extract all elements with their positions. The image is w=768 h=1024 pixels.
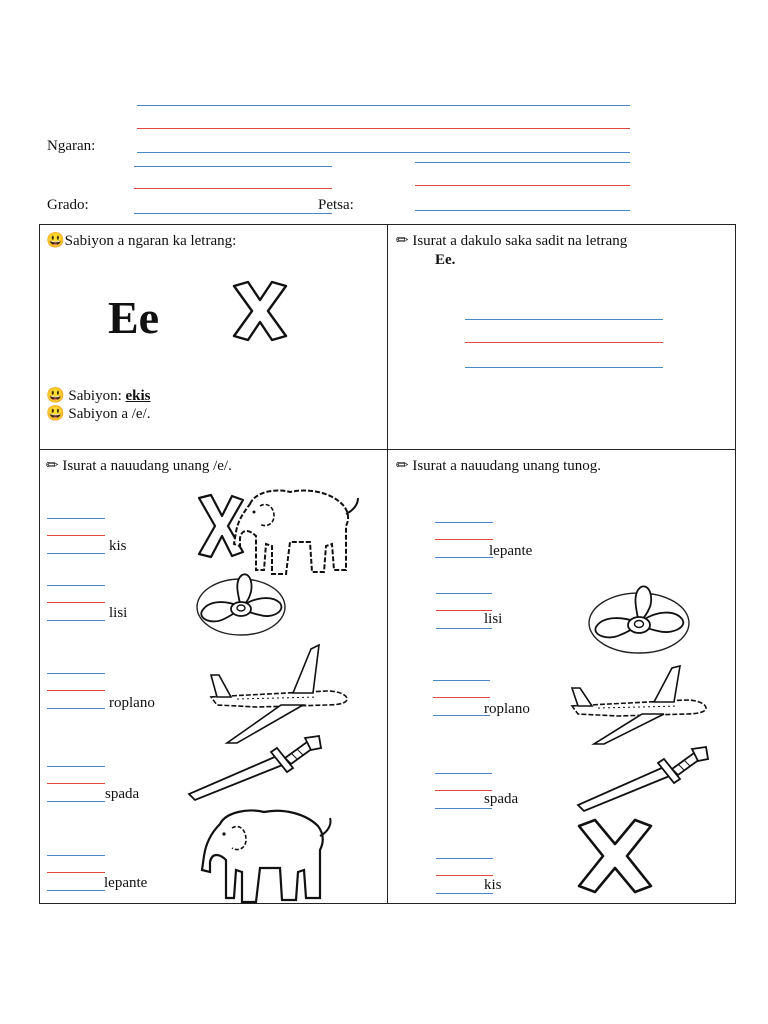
box4-row3-guide-mid bbox=[433, 697, 490, 698]
box3-row2-guide-top bbox=[47, 585, 105, 586]
box4-row5-guide-base[interactable] bbox=[436, 893, 493, 894]
box3-row1-guide-top bbox=[47, 518, 105, 519]
say-word-line bbox=[46, 389, 151, 404]
box3-word-2: lisi bbox=[109, 605, 128, 621]
grade-guide-mid bbox=[134, 188, 332, 189]
box4-row4-guide-base[interactable] bbox=[435, 808, 492, 809]
box3-row5-guide-mid bbox=[47, 872, 105, 873]
date-guide-base[interactable] bbox=[415, 210, 630, 211]
box2-guide-base[interactable] bbox=[465, 367, 663, 368]
box2-guide-mid bbox=[465, 342, 663, 343]
box3-word-4: spada bbox=[105, 786, 140, 802]
box3-row4-guide-base[interactable] bbox=[47, 801, 105, 802]
date-guide-mid bbox=[415, 185, 630, 186]
x-icon bbox=[230, 280, 290, 342]
grade-label: Grado: bbox=[47, 197, 89, 213]
box4-row1-guide-mid bbox=[435, 539, 493, 540]
date-label: Petsa: bbox=[318, 197, 354, 213]
box4-row2-guide-top bbox=[436, 593, 492, 594]
box4-word-4: spada bbox=[484, 791, 519, 807]
grid-vertical-divider bbox=[387, 224, 388, 904]
grade-guide-top bbox=[134, 166, 332, 167]
box3-row3-guide-mid bbox=[47, 690, 105, 691]
box3-row1-guide-base[interactable] bbox=[47, 553, 105, 554]
box3-row1-guide-mid bbox=[47, 535, 105, 536]
propeller-icon bbox=[194, 573, 288, 639]
box3-instruction: ✏ Isurat a nauudang unang /e/. bbox=[46, 458, 232, 474]
box4-row5-guide-top bbox=[436, 858, 493, 859]
name-label: Ngaran: bbox=[47, 138, 96, 154]
box2-guide-top bbox=[465, 319, 663, 320]
box3-row4-guide-top bbox=[47, 766, 105, 767]
box2-instruction: ✏ Isurat a dakulo saka sadit na letrang bbox=[396, 233, 628, 249]
sword-icon bbox=[189, 734, 323, 806]
airplane-icon bbox=[568, 664, 708, 746]
elephant-icon bbox=[230, 484, 360, 580]
box4-instruction: ✏ Isurat a nauudang unang tunog. bbox=[396, 458, 602, 474]
grid-horizontal-divider bbox=[39, 449, 736, 450]
box2-letter: Ee. bbox=[435, 252, 456, 268]
box4-word-3: roplano bbox=[484, 701, 530, 717]
box4-row1-guide-base[interactable] bbox=[435, 557, 493, 558]
box4-word-2: lisi bbox=[484, 611, 503, 627]
box3-word-5: lepante bbox=[104, 875, 148, 891]
name-guide-base[interactable] bbox=[137, 152, 630, 153]
say-word: ekis bbox=[125, 388, 151, 404]
box4-word-5: kis bbox=[484, 877, 502, 893]
box3-word-3: roplano bbox=[109, 695, 155, 711]
name-guide-top bbox=[137, 105, 630, 106]
box4-row5-guide-mid bbox=[436, 875, 493, 876]
sword-icon bbox=[578, 745, 710, 817]
box3-word-1: kis bbox=[109, 538, 127, 554]
box4-row4-guide-top bbox=[435, 773, 492, 774]
box3-row3-guide-base[interactable] bbox=[47, 708, 105, 709]
airplane-icon bbox=[207, 641, 349, 747]
say-sound-line: 😃 Sabiyon a /e/. bbox=[46, 406, 151, 422]
x-icon bbox=[575, 818, 655, 894]
say-word-prefix: 😃 Sabiyon: bbox=[46, 388, 126, 404]
box4-row2-guide-base[interactable] bbox=[436, 628, 492, 629]
box3-row5-guide-base[interactable] bbox=[47, 890, 105, 891]
big-letter-ee: Ee bbox=[108, 292, 160, 343]
box1-instruction: 😃Sabiyon a ngaran ka letrang: bbox=[46, 233, 237, 249]
grade-guide-base[interactable] bbox=[134, 213, 332, 214]
date-guide-top bbox=[415, 162, 630, 163]
box3-row2-guide-mid bbox=[47, 602, 105, 603]
box3-row2-guide-base[interactable] bbox=[47, 620, 105, 621]
propeller-icon bbox=[586, 585, 692, 657]
box4-row3-guide-base[interactable] bbox=[433, 715, 490, 716]
box3-row3-guide-top bbox=[47, 673, 105, 674]
elephant-icon bbox=[198, 806, 336, 906]
name-guide-mid bbox=[137, 128, 630, 129]
box3-row4-guide-mid bbox=[47, 783, 105, 784]
box4-row3-guide-top bbox=[433, 680, 490, 681]
box4-row1-guide-top bbox=[435, 522, 493, 523]
box4-word-1: lepante bbox=[489, 543, 533, 559]
box3-row5-guide-top bbox=[47, 855, 105, 856]
